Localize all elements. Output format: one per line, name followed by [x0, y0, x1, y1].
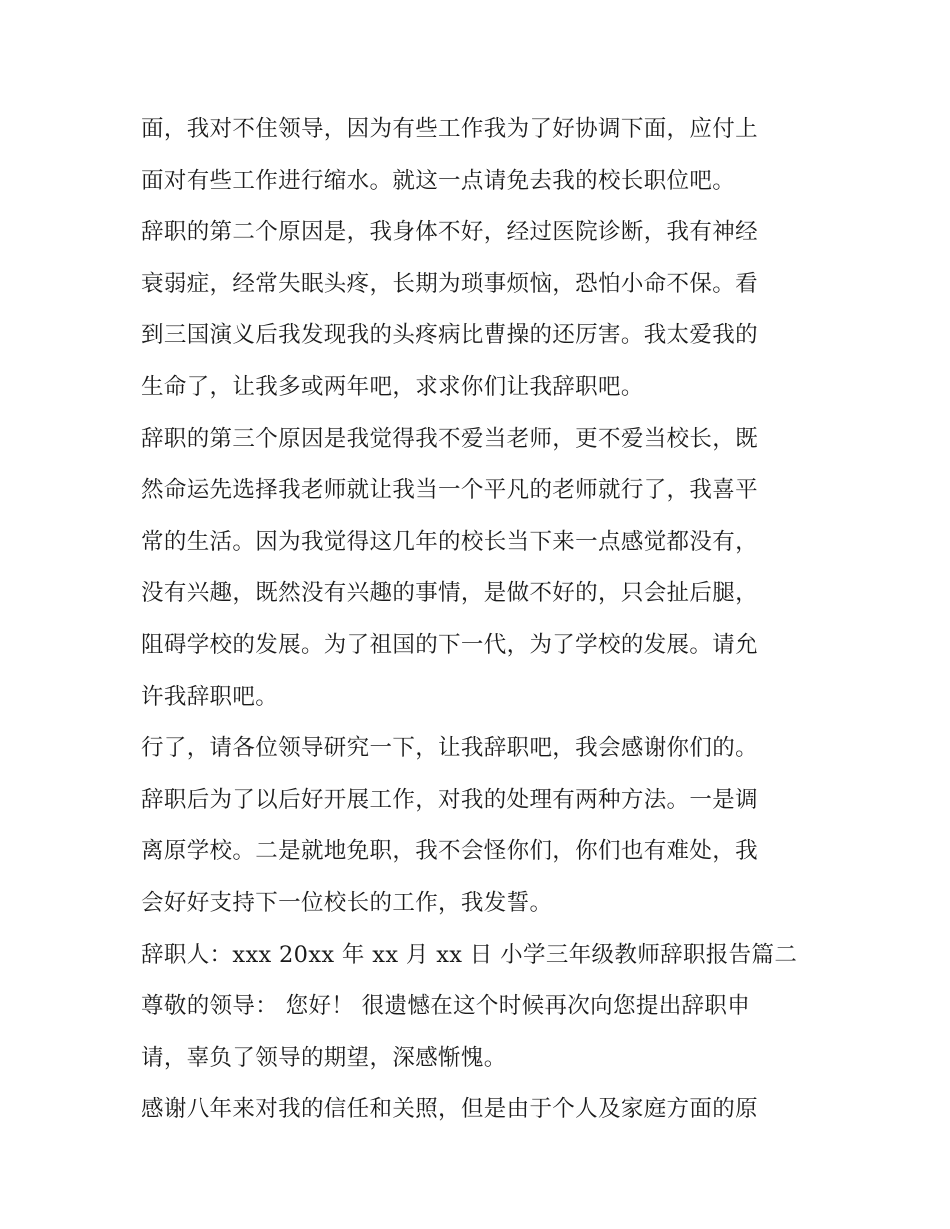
- text-line: 许我辞职吧。: [141, 683, 279, 710]
- text-line: 阻碍学校的发展。为了祖国的下一代，为了学校的发展。请允: [141, 631, 758, 658]
- text-line: 然命运先选择我老师就让我当一个平凡的老师就行了，我喜平: [141, 477, 758, 504]
- text-line: 请，辜负了领导的期望，深感惭愧。: [141, 1044, 507, 1071]
- text-line: 感谢八年来对我的信任和关照，但是由于个人及家庭方面的原: [141, 1096, 758, 1123]
- text-line: 辞职后为了以后好开展工作，对我的处理有两种方法。一是调: [141, 786, 758, 813]
- text-line: 到三国演义后我发现我的头疼病比曹操的还厉害。我太爱我的: [141, 322, 758, 349]
- text-line: 辞职人：xxx 20xx 年 xx 月 xx 日 小学三年级教师辞职报告篇二: [141, 941, 798, 968]
- text-line: 没有兴趣，既然没有兴趣的事情，是做不好的，只会扯后腿，: [141, 580, 758, 607]
- text-line: 行了，请各位领导研究一下，让我辞职吧，我会感谢你们的。: [141, 735, 758, 762]
- document-body: [141, 104, 821, 1136]
- text-line: 生命了，让我多或两年吧，求求你们让我辞职吧。: [141, 373, 644, 400]
- text-line: 离原学校。二是就地免职，我不会怪你们，你们也有难处，我: [141, 838, 758, 865]
- text-line: 面，我对不住领导，因为有些工作我为了好协调下面，应付上: [141, 116, 758, 142]
- text-line: 辞职的第三个原因是我觉得我不爱当老师，更不爱当校长，既: [141, 425, 758, 452]
- text-line: 尊敬的领导： 您好！ 很遗憾在这个时候再次向您提出辞职申: [141, 993, 751, 1020]
- text-line: 衰弱症，经常失眠头疼，长期为琐事烦恼，恐怕小命不保。看: [141, 270, 758, 297]
- text-line: 辞职的第二个原因是，我身体不好，经过医院诊断，我有神经: [141, 219, 758, 246]
- text-line: 常的生活。因为我觉得这几年的校长当下来一点感觉都没有，: [141, 528, 758, 555]
- text-line: 会好好支持下一位校长的工作，我发誓。: [141, 889, 553, 916]
- text-line: 面对有些工作进行缩水。就这一点请免去我的校长职位吧。: [141, 167, 736, 194]
